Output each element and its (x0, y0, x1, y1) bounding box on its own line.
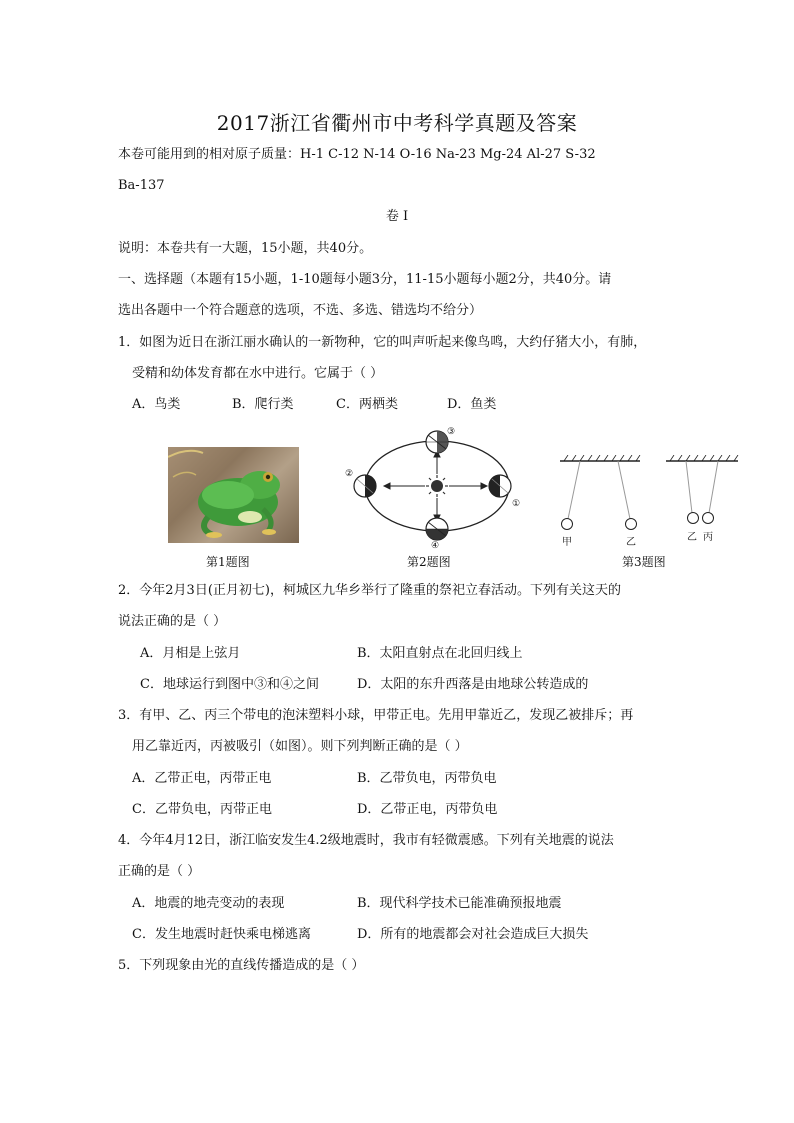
ball-label-yi-left: 乙 (626, 537, 636, 548)
charged-balls-diagram (558, 455, 740, 549)
earth-position-bottom (426, 518, 448, 540)
q4-option-a: A．地震的地壳变动的表现 (132, 896, 285, 911)
part-intro-line-2: 选出各题中一个符合题意的选项，不选、多选、错选均不给分） (118, 303, 483, 318)
q2-option-b: B．太阳直射点在北回归线上 (357, 646, 523, 661)
q3-stem-line-2: 用乙靠近丙，丙被吸引（如图）。则下列判断正确的是（ ） (132, 739, 468, 754)
atomic-mass-line-1: 本卷可能用到的相对原子质量：H-1 C-12 N-14 O-16 Na-23 Mg-24 Al-27 S-32 (118, 147, 596, 162)
q1-option-d: D．鱼类 (447, 397, 497, 412)
q3-option-a: A．乙带正电，丙带正电 (132, 771, 272, 786)
figure-3-caption: 第3题图 (622, 555, 666, 569)
instructions-note: 说明：本卷共有一大题，15小题，共40分。 (118, 241, 373, 256)
part-intro-line-1: 一、选择题（本题有15小题，1-10题每小题3分，11-15小题每小题2分，共40分。请 (118, 272, 612, 287)
atomic-mass-line-2: Ba-137 (118, 178, 165, 193)
earth-position-left (354, 475, 376, 497)
q1-option-a: A．鸟类 (132, 397, 181, 412)
q3-stem-line-1: 3．有甲、乙、丙三个带电的泡沫塑料小球，甲带正电。先用甲靠近乙，发现乙被排斥；再 (118, 708, 634, 723)
q2-stem-line-2: 说法正确的是（ ） (118, 614, 227, 629)
ball-label-yi-right: 乙 (687, 532, 697, 543)
sun-icon (426, 475, 448, 497)
section-title: 卷 I (385, 209, 409, 224)
q2-stem-line-1: 2．今年2月3日(正月初七)，柯城区九华乡举行了隆重的祭祀立春活动。下列有关这天的 (118, 583, 621, 598)
q4-option-c: C．发生地震时赶快乘电梯逃离 (132, 927, 311, 942)
page-title: 2017浙江省衢州市中考科学真题及答案 (216, 111, 578, 135)
q4-stem-line-1: 4．今年4月12日，浙江临安发生4.2级地震时，我市有轻微震感。下列有关地震的说法 (118, 833, 614, 848)
q1-stem-line-1: 1．如图为近日在浙江丽水确认的一新物种，它的叫声听起来像鸟鸣，大约仔猪大小，有肺， (118, 335, 647, 350)
orbit-label-3: ③ (447, 427, 456, 437)
q5-stem-line-1: 5．下列现象由光的直线传播造成的是（ ） (118, 958, 365, 973)
earth-position-top (426, 431, 448, 453)
frog-photo (168, 447, 299, 543)
orbit-diagram (345, 425, 530, 551)
q4-option-d: D．所有的地震都会对社会造成巨大损失 (357, 927, 589, 942)
orbit-label-4: ④ (431, 541, 440, 551)
q3-option-b: B．乙带负电，丙带负电 (357, 771, 497, 786)
q1-option-b: B．爬行类 (232, 397, 294, 412)
figure-1-caption: 第1题图 (206, 555, 250, 569)
earth-position-right (489, 475, 511, 497)
q2-option-a: A．月相是上弦月 (140, 646, 241, 661)
figure-2-caption: 第2题图 (407, 555, 451, 569)
ball-label-jia: 甲 (562, 537, 572, 548)
q4-option-b: B．现代科学技术已能准确预报地震 (357, 896, 562, 911)
q4-stem-line-2: 正确的是（ ） (118, 864, 201, 879)
q3-option-c: C．乙带负电，丙带正电 (132, 802, 272, 817)
ball-label-bing: 丙 (703, 532, 713, 543)
q2-option-c: C．地球运行到图中③和④之间 (140, 677, 319, 692)
q1-stem-line-2: 受精和幼体发育都在水中进行。它属于（ ） (132, 366, 384, 381)
q2-option-d: D．太阳的东升西落是由地球公转造成的 (357, 677, 589, 692)
q1-option-c: C．两栖类 (336, 397, 398, 412)
orbit-label-1: ① (512, 499, 521, 509)
orbit-label-2: ② (345, 469, 354, 479)
q3-option-d: D．乙带正电，丙带负电 (357, 802, 498, 817)
